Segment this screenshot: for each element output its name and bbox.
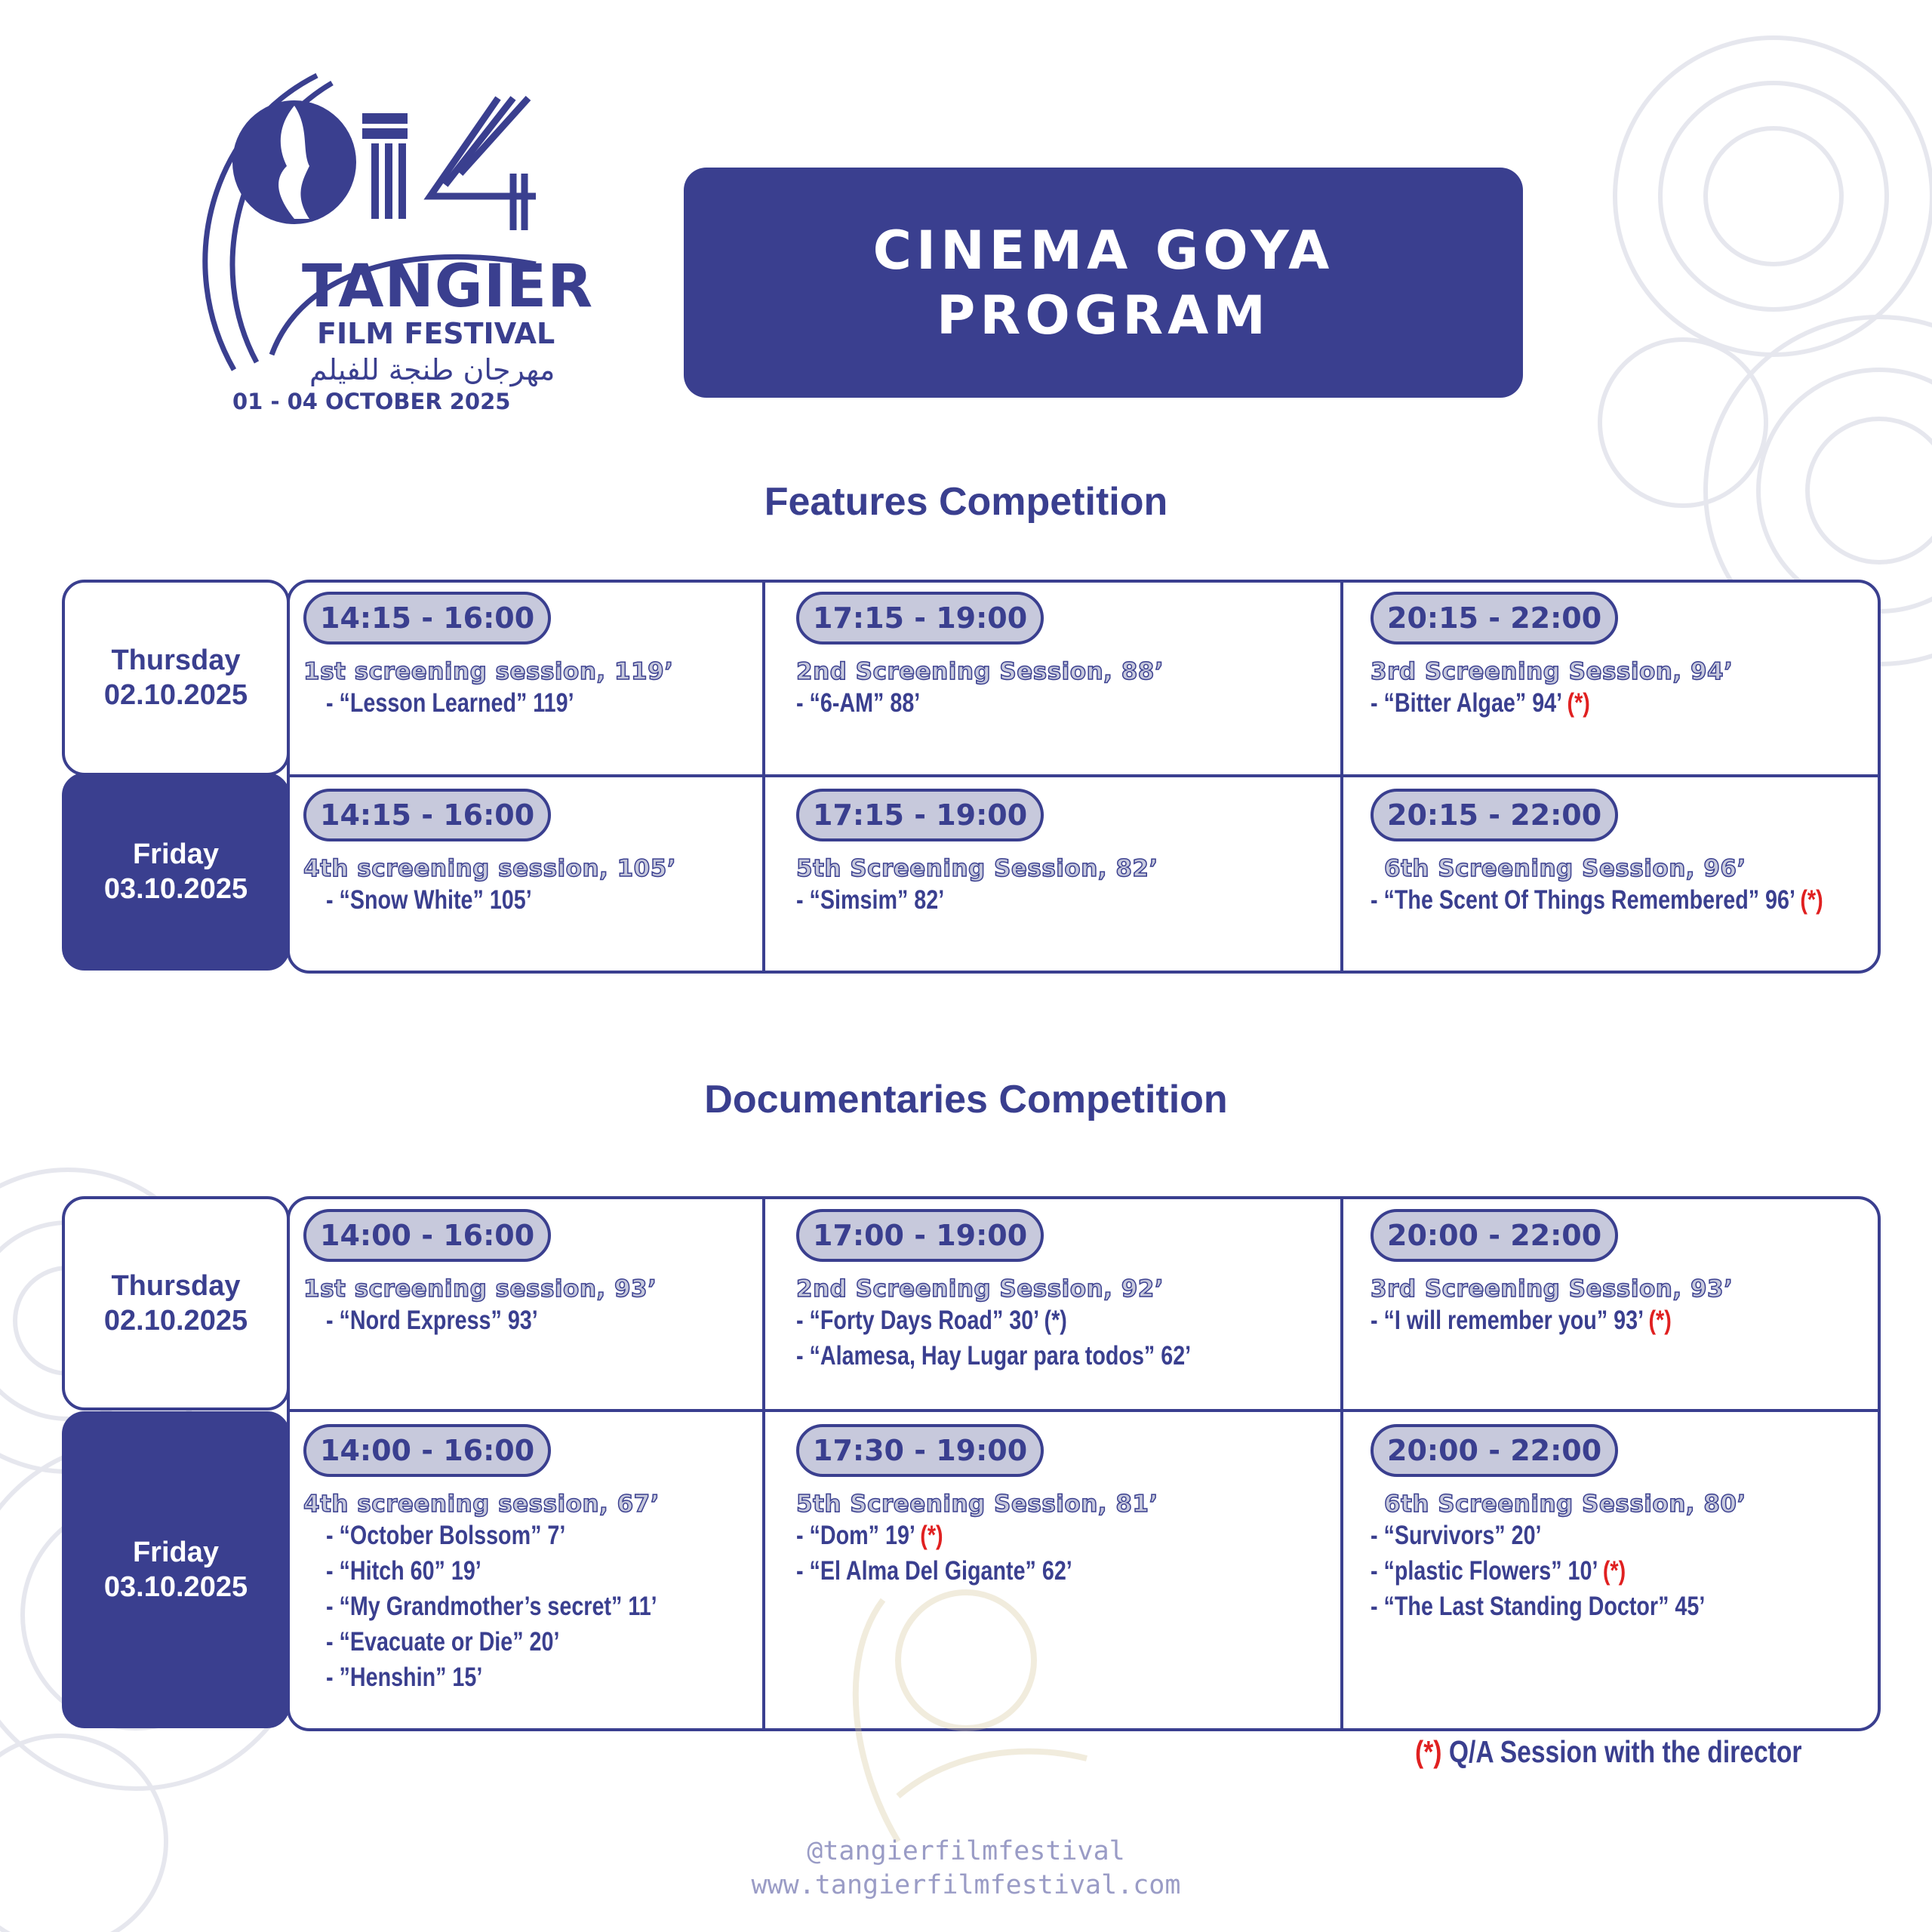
- film-entry: - “plastic Flowers” 10’ (*): [1371, 1556, 1626, 1586]
- film-entry: - “Dom” 19’ (*): [796, 1521, 943, 1550]
- film-entry: - “October Bolssom” 7’: [326, 1521, 566, 1550]
- time-pill: 14:15 - 16:00: [303, 789, 551, 841]
- time-pill: 17:30 - 19:00: [796, 1424, 1044, 1477]
- time-pill: 20:00 - 22:00: [1371, 1424, 1618, 1477]
- day-name: Thursday: [111, 1270, 241, 1302]
- day-date: 02.10.2025: [103, 679, 248, 711]
- features-session-4: [303, 789, 676, 918]
- session-label: 1st screening session, 93’: [303, 1275, 657, 1303]
- program-title-line2: PROGRAM: [937, 284, 1270, 346]
- film-entry: - “Alamesa, Hay Lugar para todos” 62’: [796, 1341, 1192, 1371]
- features-session-3: [1371, 592, 1733, 721]
- film-entry: - “Bitter Algae” 94’ (*): [1371, 688, 1590, 718]
- documentaries-col-divider-1: [762, 1196, 765, 1728]
- qa-legend-text: Q/A Session with the director: [1448, 1734, 1802, 1769]
- film-entry: - “The Scent Of Things Remembered” 96’ (*): [1371, 885, 1823, 915]
- film-entry: - “Simsim” 82’: [796, 885, 945, 915]
- logo-dates: 01 - 04 OCTOBER 2025: [232, 389, 511, 414]
- documentaries-section-title: Documentaries Competition: [704, 1078, 1228, 1121]
- film-entry: - “Snow White” 105’: [326, 885, 532, 915]
- features-section-title: Features Competition: [764, 480, 1168, 524]
- session-label: 5th Screening Session, 81’: [796, 1491, 1158, 1518]
- day-name: Friday: [132, 838, 220, 870]
- session-label: 6th Screening Session, 96’: [1384, 855, 1746, 882]
- session-label: 2nd Screening Session, 92’: [796, 1275, 1164, 1303]
- film-entry: - “I will remember you” 93’ (*): [1371, 1306, 1672, 1335]
- festival-logo: [181, 68, 594, 423]
- day-date: 02.10.2025: [103, 1305, 248, 1337]
- qa-marker: (*): [1648, 1306, 1672, 1335]
- documentaries-session-6: [1371, 1424, 1779, 1624]
- film-entry: - “Forty Days Road” 30’ (*): [796, 1306, 1067, 1335]
- session-label: 1st screening session, 119’: [303, 658, 674, 685]
- features-col-divider-1: [762, 580, 765, 971]
- film-entry: - “My Grandmother’s secret” 11’: [326, 1592, 657, 1621]
- features-day-thursday: [62, 580, 290, 776]
- day-name: Friday: [132, 1537, 220, 1568]
- documentaries-session-3: [1371, 1209, 1737, 1338]
- documentaries-session-1: [303, 1209, 657, 1338]
- documentaries-day-thursday: [62, 1196, 290, 1411]
- film-entry: - “6-AM” 88’: [796, 688, 921, 718]
- time-pill: 20:00 - 22:00: [1371, 1209, 1618, 1262]
- time-pill: 17:00 - 19:00: [796, 1209, 1044, 1262]
- time-pill: 17:15 - 19:00: [796, 789, 1044, 841]
- documentaries-session-4: [303, 1424, 730, 1695]
- qa-marker: (*): [920, 1521, 943, 1550]
- day-date: 03.10.2025: [103, 873, 248, 905]
- watermark-emblem-icon: [838, 1570, 1094, 1872]
- session-label: 4th screening session, 67’: [303, 1491, 660, 1518]
- time-pill: 14:00 - 16:00: [303, 1209, 551, 1262]
- features-session-6: [1371, 789, 1922, 918]
- features-session-2: [796, 592, 1164, 721]
- film-entry: - “El Alma Del Gigante” 62’: [796, 1556, 1072, 1586]
- qa-marker: (*): [1602, 1556, 1626, 1586]
- day-name: Thursday: [111, 645, 241, 676]
- documentaries-day-friday: [62, 1411, 290, 1728]
- film-entry: - “Evacuate or Die” 20’: [326, 1627, 560, 1657]
- logo-subtitle: FILM FESTIVAL: [317, 317, 555, 350]
- film-entry: - “Lesson Learned” 119’: [326, 688, 574, 718]
- film-entry: - “Nord Express” 93’: [326, 1306, 538, 1335]
- time-pill: 17:15 - 19:00: [796, 592, 1044, 645]
- features-row-divider: [287, 774, 1878, 777]
- time-pill: 14:00 - 16:00: [303, 1424, 551, 1477]
- session-label: 4th screening session, 105’: [303, 855, 677, 882]
- time-pill: 20:15 - 22:00: [1371, 592, 1618, 645]
- film-entry: - “Hitch 60” 19’: [326, 1556, 481, 1586]
- documentaries-col-divider-2: [1340, 1196, 1343, 1728]
- features-col-divider-2: [1340, 580, 1343, 971]
- footer-website[interactable]: www.tangierfilmfestival.com: [751, 1870, 1181, 1900]
- session-label: 6th Screening Session, 80’: [1384, 1491, 1746, 1518]
- features-session-5: [796, 789, 1158, 918]
- documentaries-row-divider: [287, 1409, 1878, 1412]
- film-entry: - “The Last Standing Doctor” 45’: [1371, 1592, 1706, 1621]
- session-label: 3rd Screening Session, 93’: [1371, 1275, 1734, 1303]
- documentaries-session-2: [796, 1209, 1278, 1374]
- time-pill: 20:15 - 22:00: [1371, 789, 1618, 841]
- footer-handle[interactable]: @tangierfilmfestival: [807, 1836, 1125, 1866]
- logo-title: TANGIER: [302, 253, 594, 321]
- session-label: 5th Screening Session, 82’: [796, 855, 1158, 882]
- logo-arabic: مهرجان طنجة للفيلم: [309, 353, 555, 386]
- program-title-line1: CINEMA GOYA: [872, 219, 1334, 281]
- features-session-1: [303, 592, 673, 721]
- qa-marker: (*): [1567, 688, 1590, 718]
- session-label: 3rd Screening Session, 94’: [1371, 658, 1734, 685]
- qa-marker: (*): [1800, 885, 1823, 915]
- program-title-box: [684, 168, 1523, 398]
- qa-legend-mark: (*): [1415, 1734, 1442, 1769]
- qa-legend: [1415, 1734, 1801, 1770]
- film-entry: - ”Henshin” 15’: [326, 1663, 483, 1692]
- film-entry: - “Survivors” 20’: [1371, 1521, 1542, 1550]
- time-pill: 14:15 - 16:00: [303, 592, 551, 645]
- documentaries-session-5: [796, 1424, 1158, 1589]
- features-day-friday: [62, 773, 290, 971]
- session-label: 2nd Screening Session, 88’: [796, 658, 1164, 685]
- day-date: 03.10.2025: [103, 1571, 248, 1603]
